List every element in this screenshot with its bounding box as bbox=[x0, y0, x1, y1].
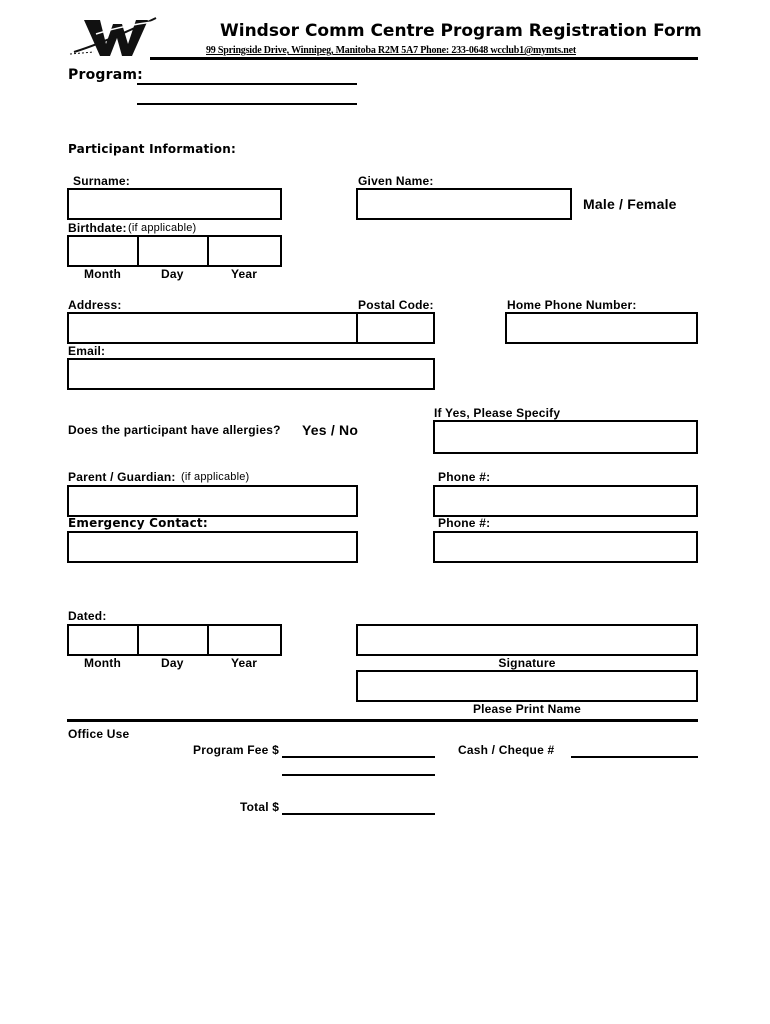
total-line[interactable] bbox=[282, 813, 435, 815]
participant-section-label: Participant Information: bbox=[68, 142, 236, 156]
form-title: Windsor Comm Centre Program Registration Form bbox=[220, 21, 702, 41]
print-name-label: Please Print Name bbox=[472, 702, 582, 716]
given-name-field[interactable] bbox=[356, 188, 572, 220]
gender-option[interactable]: Male / Female bbox=[583, 196, 677, 212]
postal-code-label: Postal Code: bbox=[358, 298, 434, 312]
home-phone-field[interactable] bbox=[505, 312, 698, 344]
given-name-label: Given Name: bbox=[358, 174, 434, 188]
address-label: Address: bbox=[68, 298, 122, 312]
header-rule bbox=[150, 57, 698, 60]
program-fee-label: Program Fee $ bbox=[193, 743, 279, 757]
dated-label: Dated: bbox=[68, 609, 107, 623]
guardian-label: Parent / Guardian: bbox=[68, 470, 176, 484]
birthdate-label: Birthdate: bbox=[68, 221, 127, 235]
allergies-question: Does the participant have allergies? bbox=[68, 423, 281, 437]
emergency-contact-field[interactable] bbox=[67, 531, 358, 563]
program-fee-line[interactable] bbox=[282, 756, 435, 758]
birth-year-field[interactable] bbox=[207, 235, 282, 267]
guardian-phone-field[interactable] bbox=[433, 485, 698, 517]
postal-code-field[interactable] bbox=[356, 312, 435, 344]
allergies-specify-field[interactable] bbox=[433, 420, 698, 454]
birth-year-label: Year bbox=[231, 267, 258, 281]
address-field[interactable] bbox=[67, 312, 358, 344]
emergency-phone-label: Phone #: bbox=[438, 516, 491, 530]
office-use-label: Office Use bbox=[68, 727, 130, 741]
birth-day-label: Day bbox=[161, 267, 184, 281]
windsor-w-logo-icon bbox=[66, 14, 158, 58]
office-divider bbox=[67, 719, 698, 722]
allergies-yes-no[interactable]: Yes / No bbox=[302, 422, 359, 438]
birthdate-note: (if applicable) bbox=[128, 222, 197, 234]
dated-day-label: Day bbox=[161, 656, 184, 670]
cheque-number-line[interactable] bbox=[571, 756, 698, 758]
print-name-field[interactable] bbox=[356, 670, 698, 702]
fee-extra-line[interactable] bbox=[282, 774, 435, 776]
surname-label: Surname: bbox=[73, 174, 130, 188]
program-label: Program: bbox=[68, 67, 143, 83]
total-label: Total $ bbox=[240, 800, 280, 814]
email-field[interactable] bbox=[67, 358, 435, 390]
surname-field[interactable] bbox=[67, 188, 282, 220]
home-phone-label: Home Phone Number: bbox=[507, 298, 637, 312]
guardian-note: (if applicable) bbox=[181, 471, 250, 483]
email-label: Email: bbox=[68, 344, 106, 358]
dated-day-field[interactable] bbox=[137, 624, 209, 656]
birth-month-field[interactable] bbox=[67, 235, 139, 267]
guardian-phone-label: Phone #: bbox=[438, 470, 491, 484]
windsor-logo bbox=[66, 14, 158, 58]
centre-address: 99 Springside Drive, Winnipeg, Manitoba R2M 5A7 Phone: 233-0648 wcclub1@mymts.net bbox=[206, 45, 576, 56]
dated-year-label: Year bbox=[231, 656, 258, 670]
guardian-field[interactable] bbox=[67, 485, 358, 517]
emergency-phone-field[interactable] bbox=[433, 531, 698, 563]
birth-month-label: Month bbox=[84, 267, 121, 281]
birth-day-field[interactable] bbox=[137, 235, 209, 267]
payment-method-label: Cash / Cheque # bbox=[458, 743, 555, 757]
emergency-contact-label: Emergency Contact: bbox=[68, 516, 208, 530]
dated-month-label: Month bbox=[84, 656, 121, 670]
dated-month-field[interactable] bbox=[67, 624, 139, 656]
dated-year-field[interactable] bbox=[207, 624, 282, 656]
program-line-2[interactable] bbox=[137, 103, 357, 105]
program-line-1[interactable] bbox=[137, 83, 357, 85]
signature-field[interactable] bbox=[356, 624, 698, 656]
signature-label: Signature bbox=[498, 656, 556, 670]
allergies-specify-label: If Yes, Please Specify bbox=[434, 406, 561, 420]
